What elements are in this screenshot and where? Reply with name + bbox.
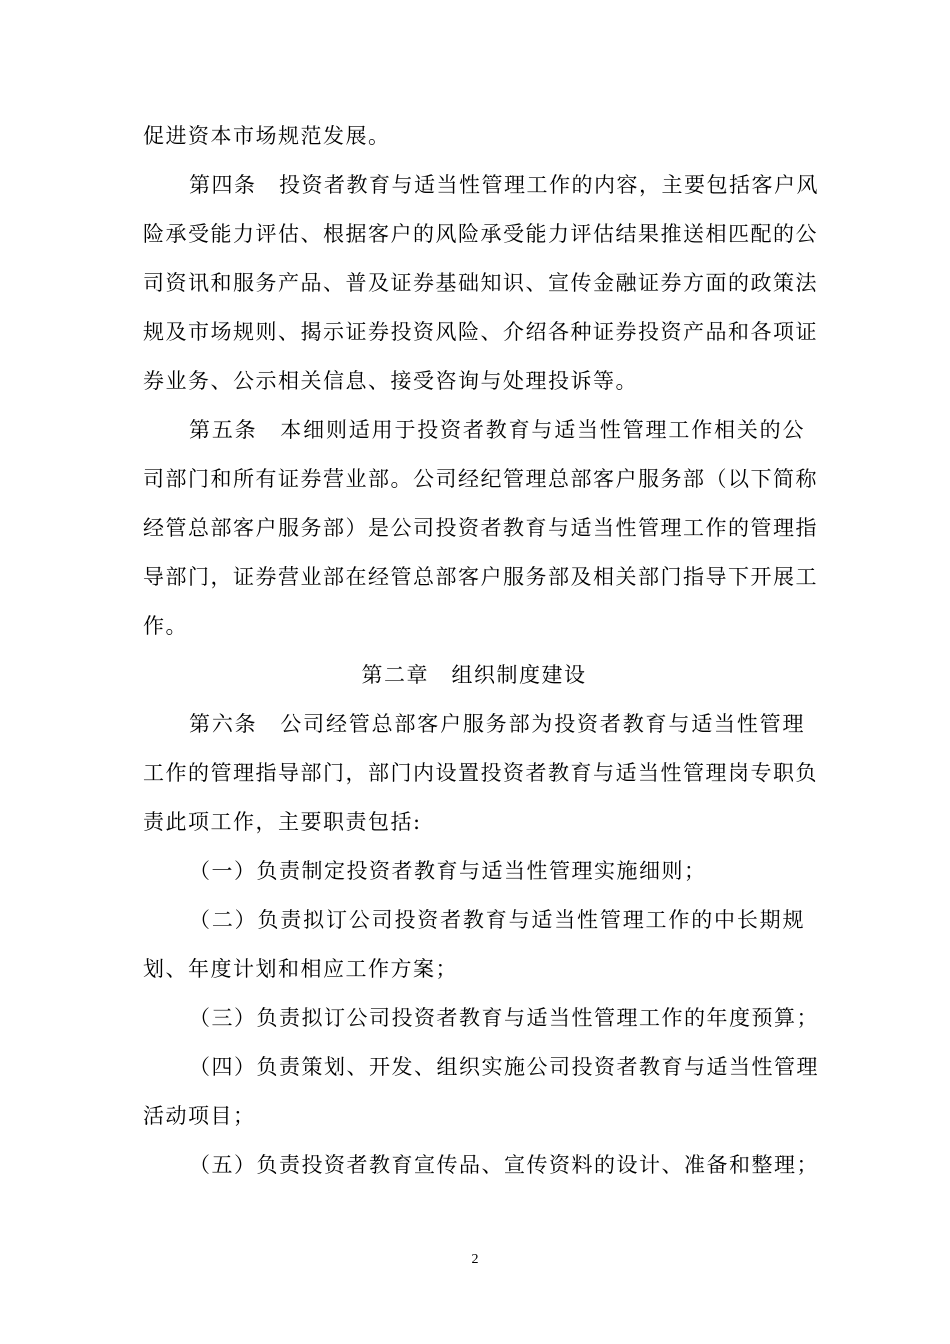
article-4-heading-line: 第四条 投资者教育与适当性管理工作的内容，主要包括客户风 xyxy=(189,173,819,197)
text-line: 工作的管理指导部门，部门内设置投资者教育与适当性管理岗专职负 xyxy=(143,761,818,785)
duty-item-5: （五）负责投资者教育宣传品、宣传资料的设计、准备和整理； xyxy=(189,1153,819,1177)
duty-item-3: （三）负责拟订公司投资者教育与适当性管理工作的年度预算； xyxy=(189,1006,819,1030)
duty-item-2: （二）负责拟订公司投资者教育与适当性管理工作的中长期规 xyxy=(189,908,805,932)
text-line: 划、年度计划和相应工作方案； xyxy=(143,957,458,981)
text-line: 作。 xyxy=(143,614,188,638)
text-line: 券业务、公示相关信息、接受咨询与处理投诉等。 xyxy=(143,369,638,393)
text-line: 活动项目； xyxy=(143,1104,256,1128)
document-body xyxy=(143,112,819,1190)
page-number: 2 xyxy=(471,1252,479,1267)
text-line: 促进资本市场规范发展。 xyxy=(143,124,391,148)
article-5-heading-line: 第五条 本细则适用于投资者教育与适当性管理工作相关的公 xyxy=(189,418,805,442)
text-line: 规及市场规则、揭示证券投资风险、介绍各种证券投资产品和各项证 xyxy=(143,320,818,344)
text-line: 导部门，证券营业部在经管总部客户服务部及相关部门指导下开展工 xyxy=(143,565,818,589)
text-line: 经管总部客户服务部）是公司投资者教育与适当性管理工作的管理指 xyxy=(143,516,818,540)
duty-item-4: （四）负责策划、开发、组织实施公司投资者教育与适当性管理 xyxy=(189,1055,819,1079)
duty-item-1: （一）负责制定投资者教育与适当性管理实施细则； xyxy=(189,859,707,883)
text-line: 司部门和所有证券营业部。公司经纪管理总部客户服务部（以下简称 xyxy=(143,467,818,491)
chapter-title: 第二章 组织制度建设 xyxy=(361,663,587,687)
text-line: 险承受能力评估、根据客户的风险承受能力评估结果推送相匹配的公 xyxy=(143,222,818,246)
text-line: 责此项工作，主要职责包括: xyxy=(143,810,422,834)
article-6-heading-line: 第六条 公司经管总部客户服务部为投资者教育与适当性管理 xyxy=(189,712,805,736)
text-line: 司资讯和服务产品、普及证券基础知识、宣传金融证券方面的政策法 xyxy=(143,271,818,295)
